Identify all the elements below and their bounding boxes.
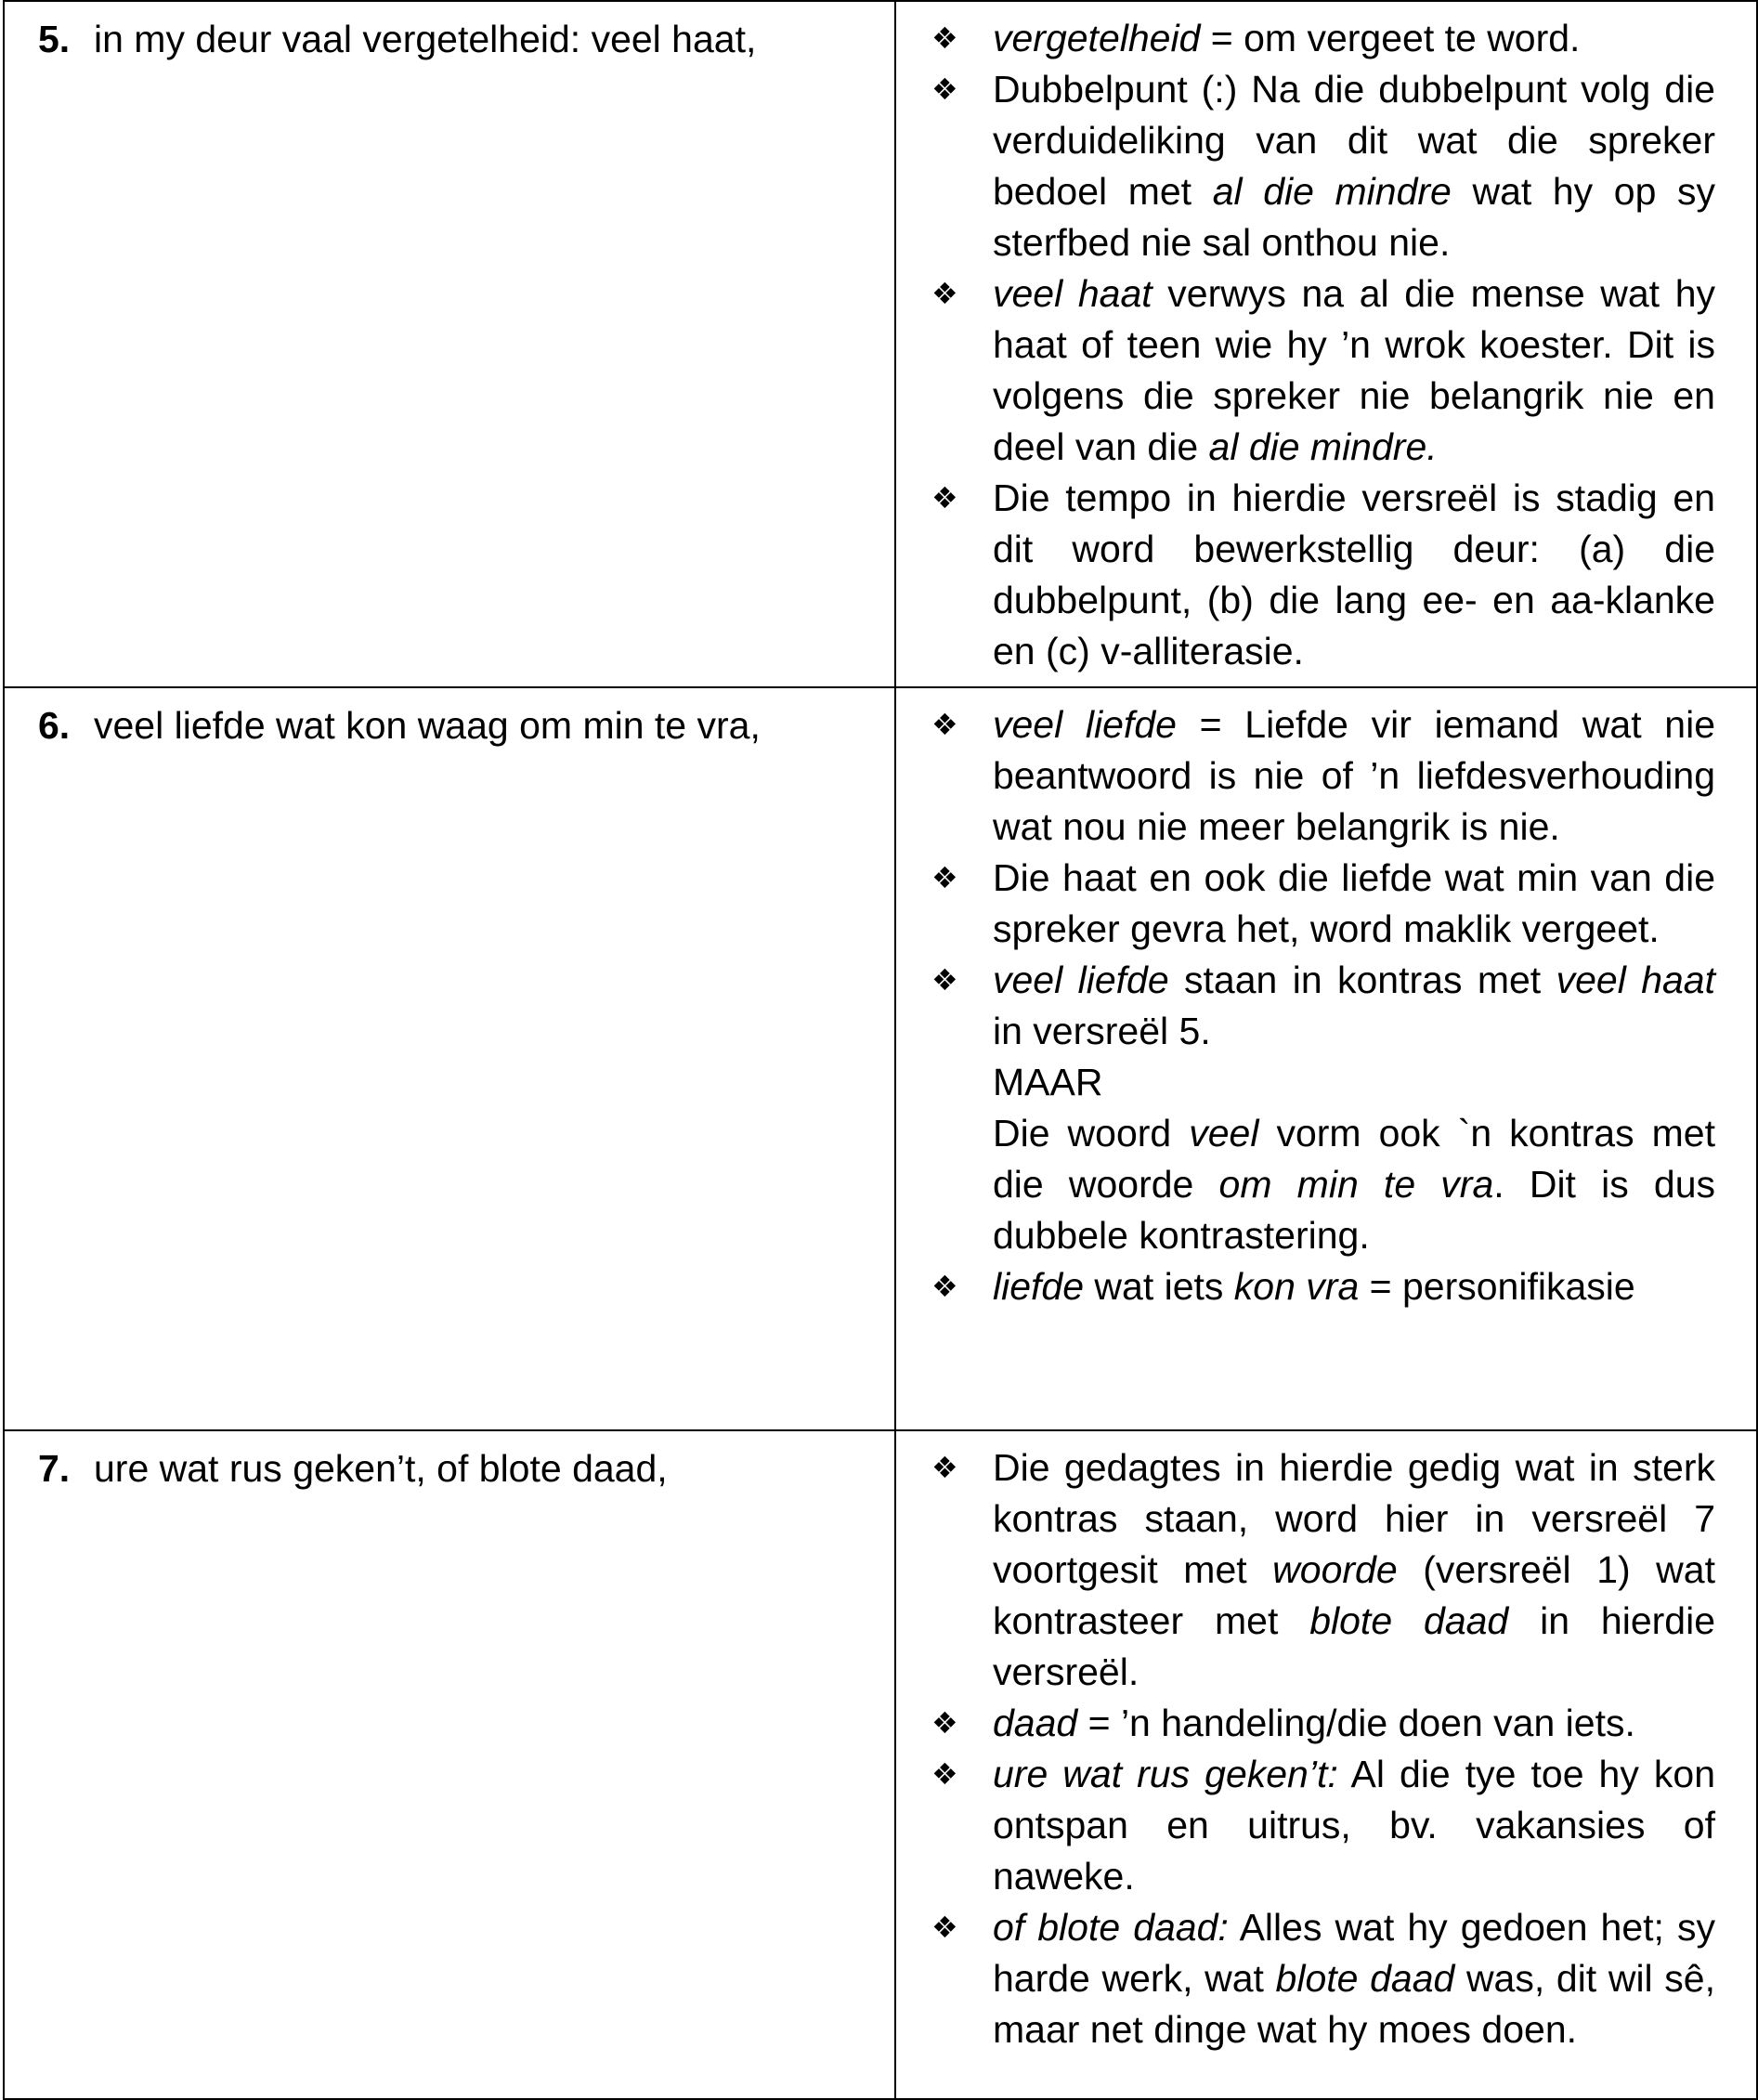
note-item	[896, 64, 1715, 268]
diamond-bullet-icon: ❖	[931, 72, 958, 107]
italic-term: ure wat rus geken’t:	[993, 1753, 1338, 1795]
notes-cell	[895, 1, 1757, 687]
line-number: 6.	[38, 704, 71, 747]
note-text: . Dit is dus dubbele kontrastering.	[993, 1163, 1716, 1257]
note-paragraph	[993, 473, 1715, 677]
note-text: staan in kontras met	[1168, 959, 1556, 1001]
italic-term: of blote daad:	[993, 1906, 1229, 1949]
note-item	[896, 473, 1715, 677]
note-paragraph	[993, 1442, 1715, 1698]
note-text: Alles wat hy gedoen het; sy harde werk, wat	[993, 1906, 1715, 2000]
note-paragraph	[993, 1902, 1715, 2055]
note-paragraph	[993, 1749, 1715, 1902]
note-text: wat hy op sy sterfbed nie sal onthou nie.	[993, 170, 1715, 264]
note-text: = Liefde vir iemand wat nie beantwoord is nie of ’n liefdesverhouding wat nou nie meer belangrik is nie.	[993, 703, 1716, 848]
verse-line-text: ure wat rus geken’t, of blote daad,	[94, 1447, 668, 1490]
note-paragraph	[993, 13, 1715, 64]
note-paragraph	[993, 268, 1715, 473]
italic-term: al die mindre.	[1208, 425, 1438, 468]
italic-term: blote daad	[1275, 1957, 1455, 2000]
notes-cell	[895, 1430, 1757, 2099]
note-item	[896, 1698, 1715, 1749]
italic-term: daad	[993, 1702, 1078, 1744]
note-text: in versreël 5.	[993, 1010, 1211, 1052]
note-text: Die haat en ook die liefde wat min van die spreker gevra het, word maklik vergeet.	[993, 856, 1715, 950]
note-item	[896, 13, 1715, 64]
table-row	[4, 687, 1757, 1430]
notes-cell	[895, 687, 1757, 1430]
note-text: Die tempo in hierdie versreël is stadig en dit word bewerkstellig deur: (a) die dubbelpunt, (b) die lang ee- en aa-klanke en (c) v-alliterasie.	[993, 476, 1715, 672]
note-text: wat iets	[1084, 1265, 1234, 1308]
italic-term: liefde	[993, 1265, 1085, 1308]
note-text: Die woord	[993, 1112, 1190, 1154]
note-paragraph	[993, 955, 1715, 1057]
diamond-bullet-icon: ❖	[931, 1756, 958, 1792]
note-paragraph	[993, 64, 1715, 268]
verse-line-cell	[4, 687, 895, 1430]
italic-term: veel haat	[1556, 959, 1715, 1001]
note-item	[896, 1261, 1715, 1312]
table-row	[4, 1, 1757, 687]
italic-term: veel liefde	[993, 959, 1169, 1001]
note-item	[896, 955, 1715, 1261]
verse-line-text: veel liefde wat kon waag om min te vra,	[94, 704, 761, 747]
diamond-bullet-icon: ❖	[931, 20, 958, 56]
note-paragraph	[993, 1108, 1715, 1261]
diamond-bullet-icon: ❖	[931, 480, 958, 515]
note-item	[896, 699, 1715, 853]
verse-line-cell	[4, 1430, 895, 2099]
italic-term: kon vra	[1233, 1265, 1360, 1308]
note-paragraph	[993, 1057, 1715, 1108]
diamond-bullet-icon: ❖	[931, 1450, 958, 1485]
diamond-bullet-icon: ❖	[931, 707, 958, 742]
italic-term: veel haat	[993, 272, 1152, 315]
note-text: = ’n handeling/die doen van iets.	[1077, 1702, 1635, 1744]
italic-term: al die mindre	[1212, 170, 1452, 213]
commentary-table	[3, 0, 1758, 2100]
verse-line-text: in my deur vaal vergetelheid: veel haat,	[94, 18, 757, 60]
note-item	[896, 1902, 1715, 2055]
note-text: was, dit wil sê, maar net dinge wat hy moes doen.	[993, 1957, 1715, 2051]
note-text: Die gedagtes in hierdie gedig wat in sterk kontras staan, word hier in versreël 7 voortgesit met	[993, 1446, 1715, 1591]
verse-line-cell	[4, 1, 895, 687]
note-item	[896, 1749, 1715, 1902]
note-paragraph	[993, 1698, 1715, 1749]
note-text: MAAR	[993, 1061, 1103, 1103]
note-item	[896, 1442, 1715, 1698]
note-text: Al die tye toe hy kon ontspan en uitrus, bv. vakansies of naweke.	[993, 1753, 1715, 1898]
diamond-bullet-icon: ❖	[931, 962, 958, 998]
note-paragraph	[993, 853, 1715, 955]
diamond-bullet-icon: ❖	[931, 1910, 958, 1945]
table-row	[4, 1430, 1757, 2099]
italic-term: veel liefde	[993, 703, 1177, 746]
note-item	[896, 268, 1715, 473]
diamond-bullet-icon: ❖	[931, 276, 958, 311]
note-text: verwys na al die mense wat hy haat of teen wie hy ’n wrok koester. Dit is volgens die spreker nie belangrik nie en deel van die	[993, 272, 1715, 468]
line-number: 7.	[38, 1447, 71, 1490]
italic-term: vergetelheid	[993, 17, 1201, 59]
note-text: = personifikasie	[1359, 1265, 1635, 1308]
note-paragraph	[993, 1261, 1715, 1312]
line-number: 5.	[38, 18, 71, 60]
italic-term: blote daad	[1309, 1599, 1509, 1642]
note-text: = om vergeet te word.	[1200, 17, 1581, 59]
diamond-bullet-icon: ❖	[931, 1705, 958, 1741]
diamond-bullet-icon: ❖	[931, 1269, 958, 1304]
italic-term: woorde	[1272, 1548, 1398, 1591]
notes-list	[896, 2, 1756, 686]
note-item	[896, 853, 1715, 955]
note-text: in hierdie versreël.	[993, 1599, 1715, 1693]
note-paragraph	[993, 699, 1715, 853]
italic-term: om min te vra	[1218, 1163, 1494, 1206]
notes-list	[896, 688, 1756, 1322]
diamond-bullet-icon: ❖	[931, 860, 958, 895]
italic-term: veel	[1189, 1112, 1259, 1154]
table-body	[4, 1, 1757, 2099]
note-text: vorm ook `n kontras met die woorde	[993, 1112, 1715, 1206]
notes-list	[896, 1431, 1756, 2065]
note-text: Dubbelpunt (:) Na die dubbelpunt volg die verduideliking van dit wat die spreker bedoel met	[993, 68, 1715, 213]
note-text: (versreël 1) wat kontrasteer met	[993, 1548, 1715, 1642]
